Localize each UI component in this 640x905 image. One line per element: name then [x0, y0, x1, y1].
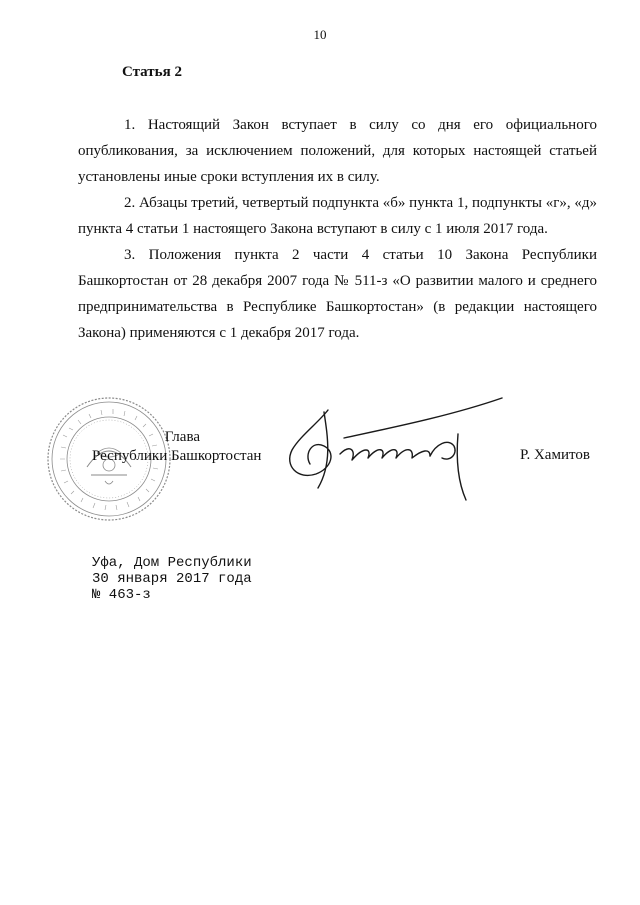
signatory-title-line2: Республики Башкортостан [92, 448, 262, 464]
signatory-title [92, 428, 262, 466]
enactment-number: № 463-з [92, 587, 151, 603]
enactment-details [92, 555, 252, 603]
paragraph-1: 1. Настоящий Закон вступает в силу со дня его официального опубликования, за исключением положений, для которых настоящей статьей установлены иные сроки вступления их в силу. [78, 117, 597, 185]
enactment-date: 30 января 2017 года [92, 571, 252, 587]
article-title: Статья 2 [122, 64, 182, 80]
signatory-title-line1: Глава [164, 429, 200, 445]
page-number: 10 [313, 27, 327, 42]
article-body [78, 112, 597, 346]
enactment-place: Уфа, Дом Республики [92, 555, 252, 571]
signer-name: Р. Хамитов [520, 447, 590, 463]
handwritten-signature [280, 388, 520, 518]
paragraph-3: 3. Положения пункта 2 части 4 статьи 10 Закона Республики Башкортостан от 28 декабря 2007 года № 511-з «О развитии малого и среднего предпринимательства в Республике Башкортостан» (в редакции настоящего Закона) применяются с 1 декабря 2017 года. [78, 247, 597, 341]
paragraph-2: 2. Абзацы третий, четвертый подпункта «б» пункта 1, подпункты «г», «д» пункта 4 статьи 1 настоящего Закона вступают в силу с 1 июля 2017 года. [78, 195, 597, 237]
